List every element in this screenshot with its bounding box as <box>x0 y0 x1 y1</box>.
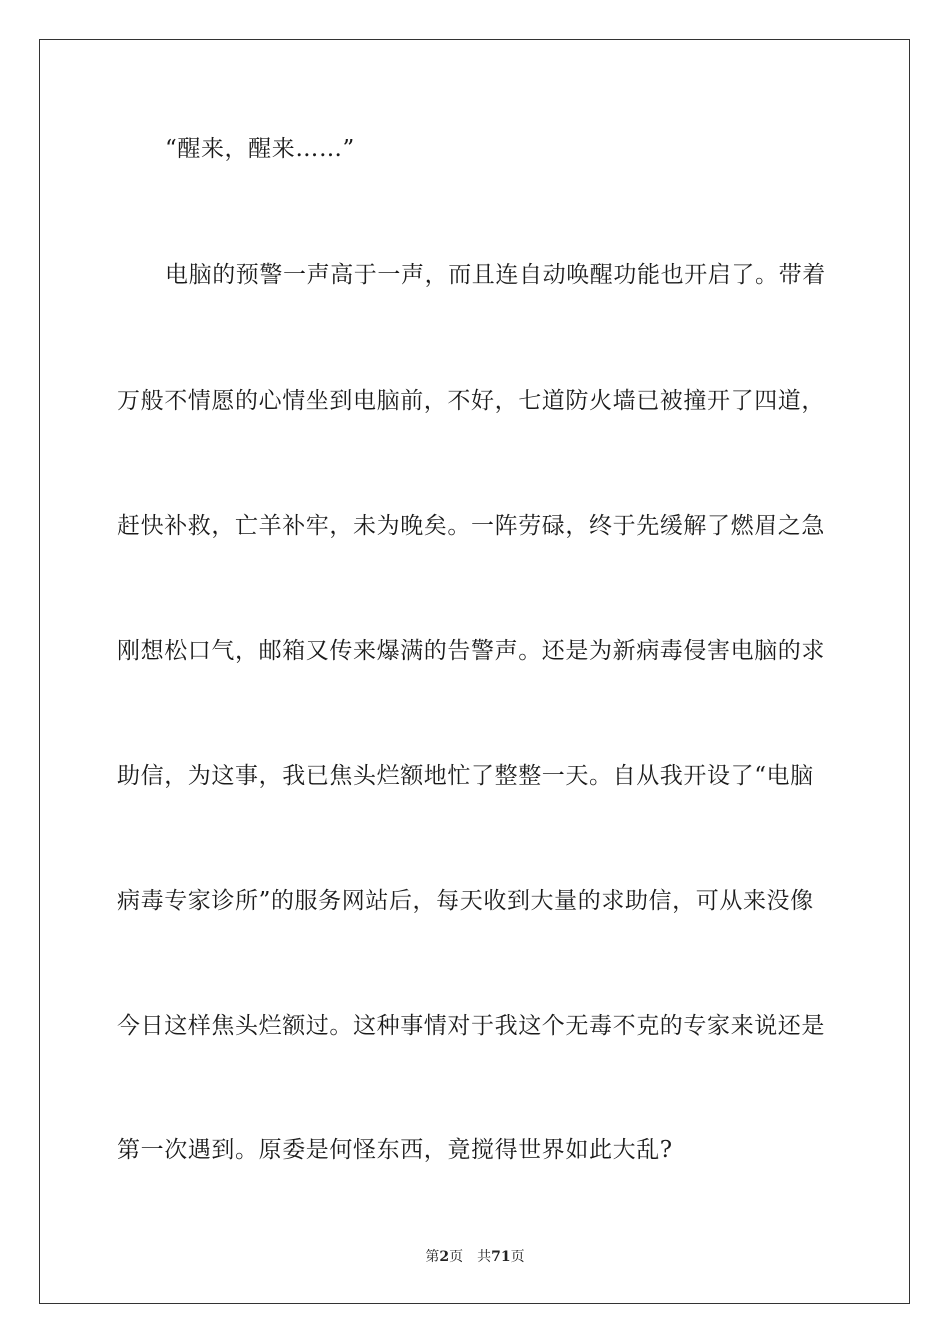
text-line-7: 病毒专家诊所”的服务网站后，每天收到大量的求助信，可从来没像 <box>117 888 814 914</box>
total-pages: 71 <box>491 1249 511 1265</box>
page-prefix: 第 <box>425 1249 440 1265</box>
text-line-6: 助信，为这事，我已焦头烂额地忙了整整一天。自从我开设了“电脑 <box>117 763 814 789</box>
page-footer <box>0 1248 950 1266</box>
page-number: 2 <box>439 1249 450 1265</box>
text-line-4: 赶快补救，亡羊补牢，未为晚矣。一阵劳碌，终于先缓解了燃眉之急 <box>117 513 825 539</box>
text-line-3: 万般不情愿的心情坐到电脑前，不好，七道防火墙已被撞开了四道， <box>117 388 825 414</box>
text-line-2: 电脑的预警一声高于一声，而且连自动唤醒功能也开启了。带着 <box>165 262 826 288</box>
total-prefix: 共 <box>477 1249 492 1265</box>
page-border <box>39 39 910 1304</box>
total-suffix: 页 <box>510 1249 525 1265</box>
text-line-1: “醒来，醒来……” <box>165 136 355 162</box>
page-suffix: 页 <box>449 1249 464 1265</box>
text-line-9: 第一次遇到。原委是何怪东西，竟搅得世界如此大乱? <box>117 1137 673 1163</box>
text-line-8: 今日这样焦头烂额过。这种事情对于我这个无毒不克的专家来说还是 <box>117 1013 825 1039</box>
text-line-5: 刚想松口气，邮箱又传来爆满的告警声。还是为新病毒侵害电脑的求 <box>117 638 825 664</box>
